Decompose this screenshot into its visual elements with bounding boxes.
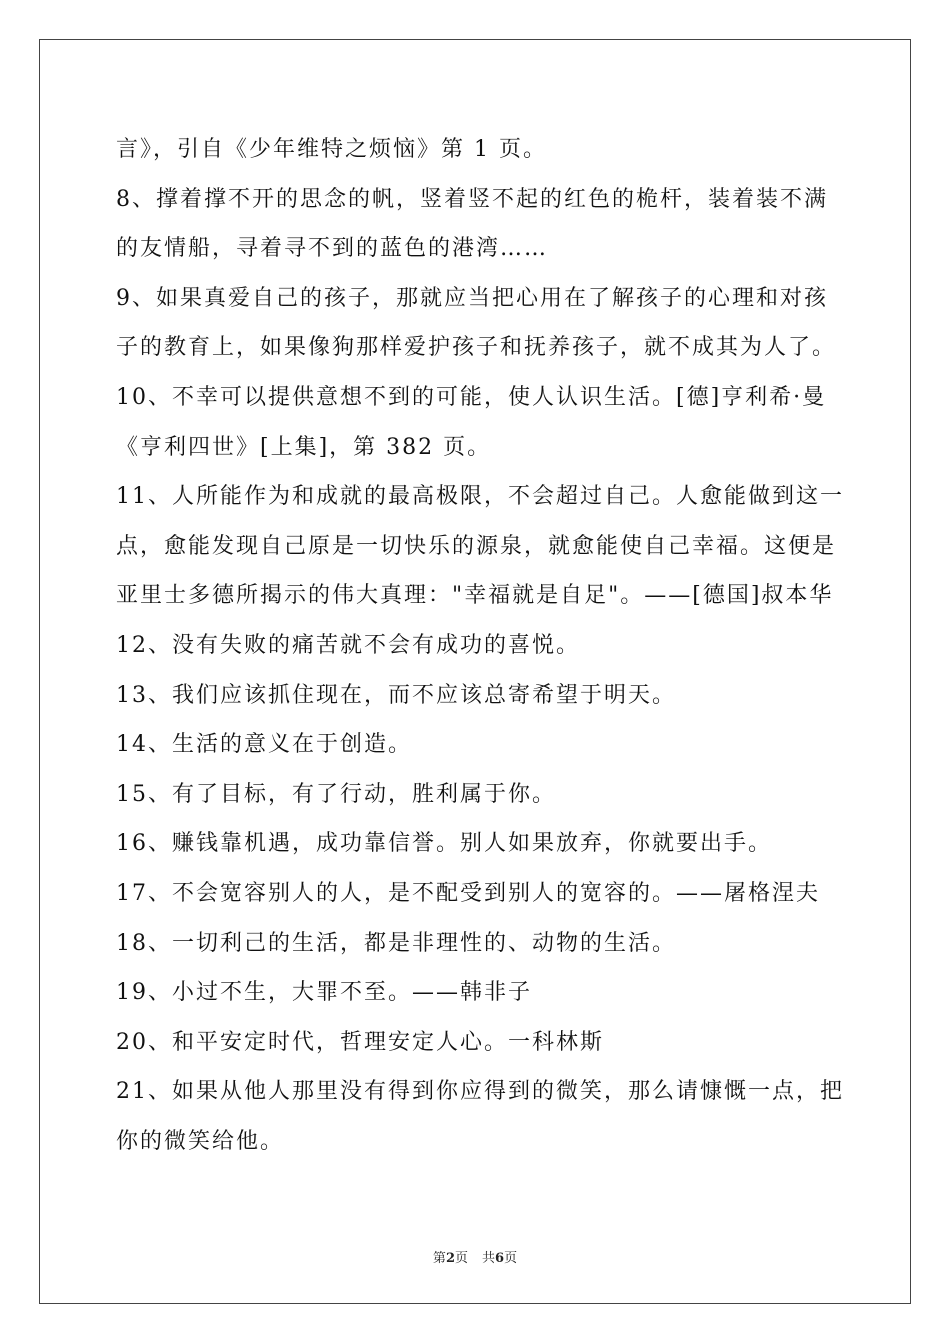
text-line: 18、一切利己的生活，都是非理性的、动物的生活。 (116, 930, 676, 956)
document-body (116, 125, 842, 1166)
page-footer (0, 1247, 950, 1266)
text-line: 21、如果从他人那里没有得到你应得到的微笑，那么请慷慨一点，把 (116, 1079, 844, 1105)
page-suffix: 页 (454, 1251, 468, 1266)
page-number: 2 (445, 1251, 455, 1266)
text-line: 13、我们应该抓住现在，而不应该总寄希望于明天。 (116, 682, 676, 708)
text-line: 《亨利四世》[上集]，第 382 页。 (116, 434, 492, 460)
text-line: 8、撑着撑不开的思念的帆，竖着竖不起的红色的桅杆，装着装不满 (116, 186, 828, 212)
text-line: 12、没有失败的痛苦就不会有成功的喜悦。 (116, 632, 580, 658)
text-line: 19、小过不生，大罪不至。——韩非子 (116, 980, 532, 1006)
text-line: 20、和平安定时代，哲理安定人心。一科林斯 (116, 1029, 604, 1055)
text-line: 点，愈能发现自己原是一切快乐的源泉，就愈能使自己幸福。这便是 (116, 533, 837, 559)
total-prefix: 共 (482, 1251, 496, 1266)
text-line: 16、赚钱靠机遇，成功靠信誉。别人如果放弃，你就要出手。 (116, 831, 772, 857)
total-pages: 6 (495, 1251, 505, 1266)
text-line: 15、有了目标，有了行动，胜利属于你。 (116, 781, 556, 807)
text-line: 的友情船，寻着寻不到的蓝色的港湾…… (116, 236, 549, 262)
text-line: 17、不会宽容别人的人，是不配受到别人的宽容的。——屠格涅夫 (116, 880, 820, 906)
text-line: 10、不幸可以提供意想不到的可能，使人认识生活。[德]亨利希·曼 (116, 384, 827, 410)
text-line: 你的微笑给他。 (116, 1128, 285, 1154)
text-line: 子的教育上，如果像狗那样爱护孩子和抚养孩子，就不成其为人了。 (116, 335, 837, 361)
total-suffix: 页 (504, 1251, 518, 1266)
text-line: 14、生活的意义在于创造。 (116, 732, 412, 758)
text-line: 9、如果真爱自己的孩子，那就应当把心用在了解孩子的心理和对孩 (116, 285, 828, 311)
text-line: 亚里士多德所揭示的伟大真理："幸福就是自足"。——[德国]叔本华 (116, 583, 834, 609)
text-line: 言》，引自《少年维特之烦恼》第 1 页。 (116, 137, 547, 162)
text-line: 11、人所能作为和成就的最高极限，不会超过自己。人愈能做到这一 (116, 484, 844, 510)
page-prefix: 第 (432, 1251, 446, 1266)
